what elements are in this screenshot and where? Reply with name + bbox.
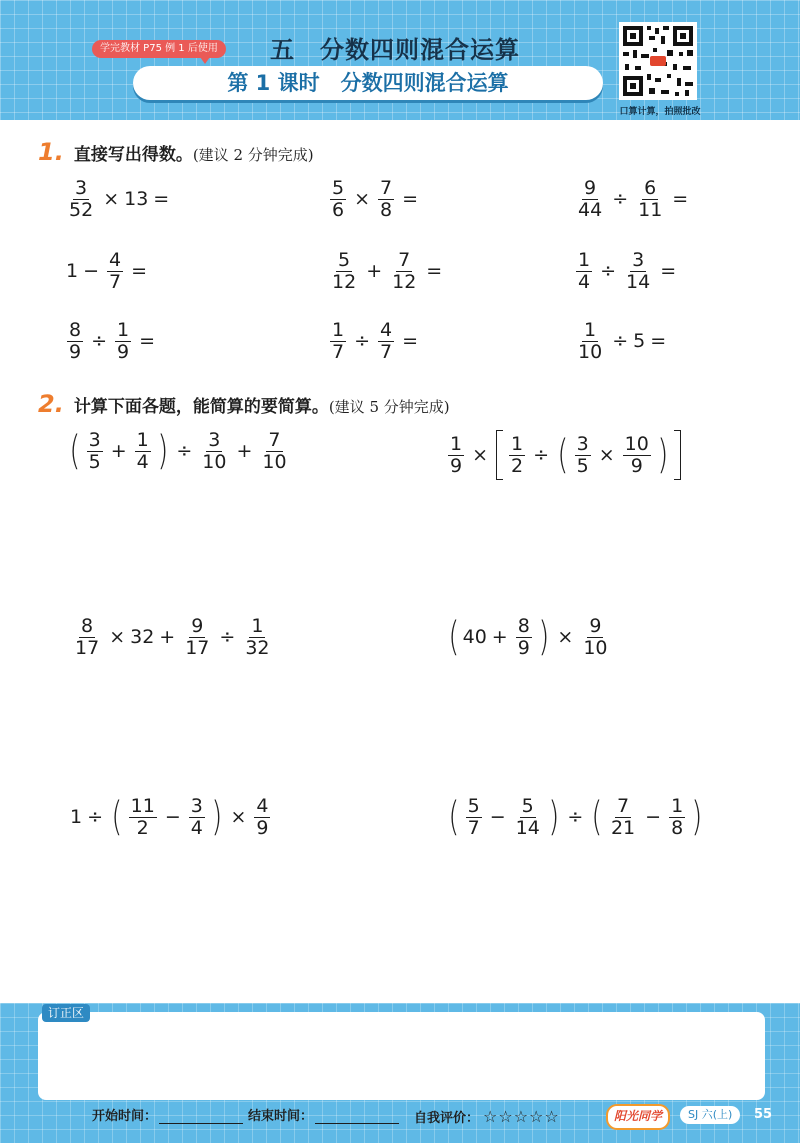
edition-badge: SJ 六(上): [680, 1106, 740, 1124]
section-1-number: 1.: [38, 138, 64, 166]
fraction: $\frac{1}{9}$: [117, 319, 130, 363]
lesson-title: 第 1 课时 分数四则混合运算: [133, 66, 603, 100]
unit-title: 五 分数四则混合运算: [270, 36, 520, 64]
fraction: $\frac{9}{44}$: [578, 177, 603, 221]
fraction: $\frac{3}{4}$: [190, 795, 203, 839]
fraction: $\frac{5}{12}$: [332, 249, 357, 293]
section-1-note: (建议 2 分钟完成): [192, 146, 314, 164]
fraction: $\frac{1}{4}$: [136, 429, 149, 473]
fraction: $\frac{7}{8}$: [380, 177, 393, 221]
oral-problem-4: 1 − $\frac{4}{7}$ =: [66, 249, 148, 293]
oral-problem-5: $\frac{5}{12}$ + $\frac{7}{12}$ =: [332, 249, 443, 293]
fraction: $\frac{3}{10}$: [202, 429, 227, 473]
oral-problem-6: $\frac{1}{4}$ ÷ $\frac{3}{14}$ =: [578, 249, 677, 293]
calc-problem-2: $\frac{1}{9}$ × $\frac{1}{2}$ ÷ ( $\frac{3}{5}$ × $\frac{10}{9}$ ): [445, 430, 684, 480]
qr-code-icon[interactable]: [619, 22, 697, 100]
fraction: $\frac{7}{21}$: [610, 795, 636, 839]
fraction: $\frac{1}{9}$: [450, 432, 463, 477]
fraction: $\frac{1}{32}$: [245, 615, 270, 659]
start-time-blank[interactable]: [159, 1109, 243, 1124]
end-time: [248, 1106, 399, 1128]
fraction: $\frac{3}{52}$: [69, 177, 94, 221]
fraction: $\frac{1}{8}$: [671, 795, 684, 839]
fraction: $\frac{10}{9}$: [624, 432, 649, 477]
right-square-bracket: [674, 430, 681, 480]
section-2-heading: [38, 389, 450, 419]
fraction: $\frac{5}{14}$: [515, 795, 540, 839]
star-rating-icon[interactable]: ☆☆☆☆☆: [483, 1107, 560, 1126]
oral-problem-3: $\frac{9}{44}$ ÷ $\frac{6}{11}$ =: [578, 177, 689, 221]
section-1-title: 直接写出得数。: [73, 145, 193, 165]
fraction: $\frac{1}{4}$: [578, 249, 591, 293]
section-2-note: (建议 5 分钟完成): [328, 398, 450, 416]
fraction: $\frac{9}{10}$: [583, 615, 608, 659]
calc-problem-5: 1 ÷ ( $\frac{11}{2}$ − $\frac{3}{4}$ ) × $\frac{4}{9}$: [70, 794, 269, 841]
oral-problem-8: $\frac{1}{7}$ ÷ $\frac{4}{7}$ =: [332, 319, 419, 363]
fraction: $\frac{1}{10}$: [578, 319, 603, 363]
correction-box[interactable]: [38, 1012, 765, 1100]
section-2-number: 2.: [38, 390, 64, 418]
fraction: $\frac{1}{2}$: [511, 432, 524, 477]
qr-caption: 口算计算，拍照批改: [619, 107, 701, 117]
fraction: $\frac{6}{11}$: [638, 177, 663, 221]
start-time-label: 开始时间：: [92, 1109, 158, 1124]
fraction: $\frac{7}{10}$: [262, 429, 287, 473]
fraction: $\frac{3}{14}$: [626, 249, 651, 293]
fraction: $\frac{1}{7}$: [332, 319, 345, 363]
usage-tag: 学完教材 P75 例 1 后使用: [92, 40, 226, 58]
brand-logo: 阳光同学: [606, 1104, 670, 1130]
calc-problem-3: $\frac{8}{17}$ × 32 + $\frac{9}{17}$ ÷ $\frac{1}{32}$: [75, 615, 270, 659]
correction-label: 订正区: [42, 1004, 90, 1022]
fraction: $\frac{4}{7}$: [109, 249, 122, 293]
fraction: $\frac{3}{5}$: [576, 432, 589, 477]
page-number: 55: [754, 1107, 773, 1122]
fraction: $\frac{8}{9}$: [69, 319, 82, 363]
calc-problem-6: ( $\frac{5}{7}$ − $\frac{5}{14}$ ) ÷ ( $\frac{7}{21}$ − $\frac{1}{8}$ ): [448, 794, 703, 841]
start-time: [92, 1106, 243, 1128]
fraction: $\frac{9}{17}$: [185, 615, 210, 659]
end-time-blank[interactable]: [315, 1109, 399, 1124]
fraction: $\frac{3}{5}$: [88, 429, 101, 473]
fraction: $\frac{8}{17}$: [75, 615, 100, 659]
oral-problem-7: $\frac{8}{9}$ ÷ $\frac{1}{9}$ =: [69, 319, 156, 363]
left-square-bracket: [496, 430, 503, 480]
oral-problem-9: $\frac{1}{10}$ ÷ 5 =: [578, 319, 667, 363]
fraction: $\frac{8}{9}$: [517, 615, 530, 659]
section-1-heading: [38, 137, 314, 167]
end-time-label: 结束时间：: [248, 1109, 314, 1124]
fraction: $\frac{4}{9}$: [256, 795, 269, 839]
fraction: $\frac{11}{2}$: [130, 795, 155, 839]
calc-problem-4: ( 40 + $\frac{8}{9}$ ) × $\frac{9}{10}$: [448, 614, 608, 661]
calc-problem-1: ( $\frac{3}{5}$ + $\frac{1}{4}$ ) ÷ $\frac{3}{10}$ + $\frac{7}{10}$: [69, 428, 287, 475]
self-eval-label: 自我评价：: [414, 1111, 480, 1126]
fraction: $\frac{5}{7}$: [467, 795, 480, 839]
self-evaluation: [414, 1106, 560, 1128]
section-2-title: 计算下面各题，能简算的要简算。: [73, 397, 329, 417]
fraction: $\frac{4}{7}$: [380, 319, 393, 363]
oral-problem-2: $\frac{5}{6}$ × $\frac{7}{8}$ =: [332, 177, 419, 221]
oral-problem-1: $\frac{3}{52}$ × 13 =: [69, 177, 170, 221]
fraction: $\frac{7}{12}$: [392, 249, 417, 293]
fraction: $\frac{5}{6}$: [332, 177, 345, 221]
